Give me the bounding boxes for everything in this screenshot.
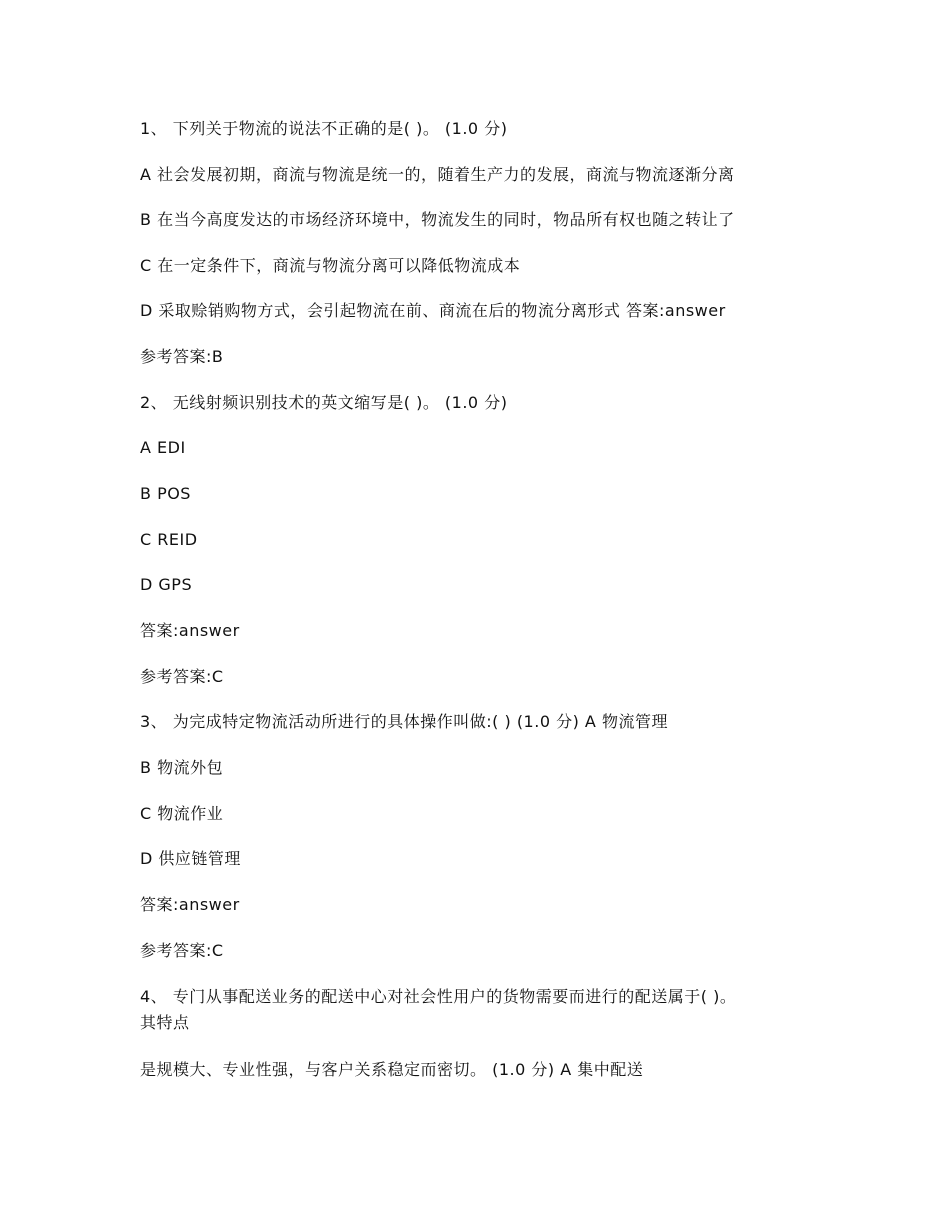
q3-question: 3、 为完成特定物流活动所进行的具体操作叫做:( ) (1.0 分) A 物流管理 xyxy=(140,712,668,731)
q3-reference-answer: 参考答案:C xyxy=(140,941,224,960)
q1-option-b: B 在当今高度发达的市场经济环境中，物流发生的同时，物品所有权也随之转让了 xyxy=(140,210,735,229)
q2-option-b: B POS xyxy=(140,484,191,503)
q3-answer: 答案:answer xyxy=(140,895,240,914)
q2-answer: 答案:answer xyxy=(140,621,240,640)
q2-option-c: C REID xyxy=(140,530,198,549)
q4-question-line-3: 是规模大、专业性强，与客户关系稳定而密切。 (1.0 分) A 集中配送 xyxy=(140,1060,644,1079)
q1-option-d: D 采取赊销购物方式，会引起物流在前、商流在后的物流分离形式 答案:answer xyxy=(140,301,726,320)
q4-question-line-1: 4、 专门从事配送业务的配送中心对社会性用户的货物需要而进行的配送属于( )。 xyxy=(140,987,737,1006)
q2-reference-answer: 参考答案:C xyxy=(140,667,224,686)
q1-option-c: C 在一定条件下，商流与物流分离可以降低物流成本 xyxy=(140,256,521,275)
q3-option-c: C 物流作业 xyxy=(140,804,224,823)
q2-option-d: D GPS xyxy=(140,575,193,594)
q3-option-d: D 供应链管理 xyxy=(140,849,241,868)
q1-question: 1、 下列关于物流的说法不正确的是( )。 (1.0 分) xyxy=(140,119,508,138)
q2-option-a: A EDI xyxy=(140,438,186,457)
q1-option-a: A 社会发展初期，商流与物流是统一的，随着生产力的发展，商流与物流逐渐分离 xyxy=(140,165,735,184)
q1-reference-answer: 参考答案:B xyxy=(140,347,224,366)
q2-question: 2、 无线射频识别技术的英文缩写是( )。 (1.0 分) xyxy=(140,393,508,412)
q3-option-b: B 物流外包 xyxy=(140,758,224,777)
q4-question-line-2: 其特点 xyxy=(140,1013,190,1032)
